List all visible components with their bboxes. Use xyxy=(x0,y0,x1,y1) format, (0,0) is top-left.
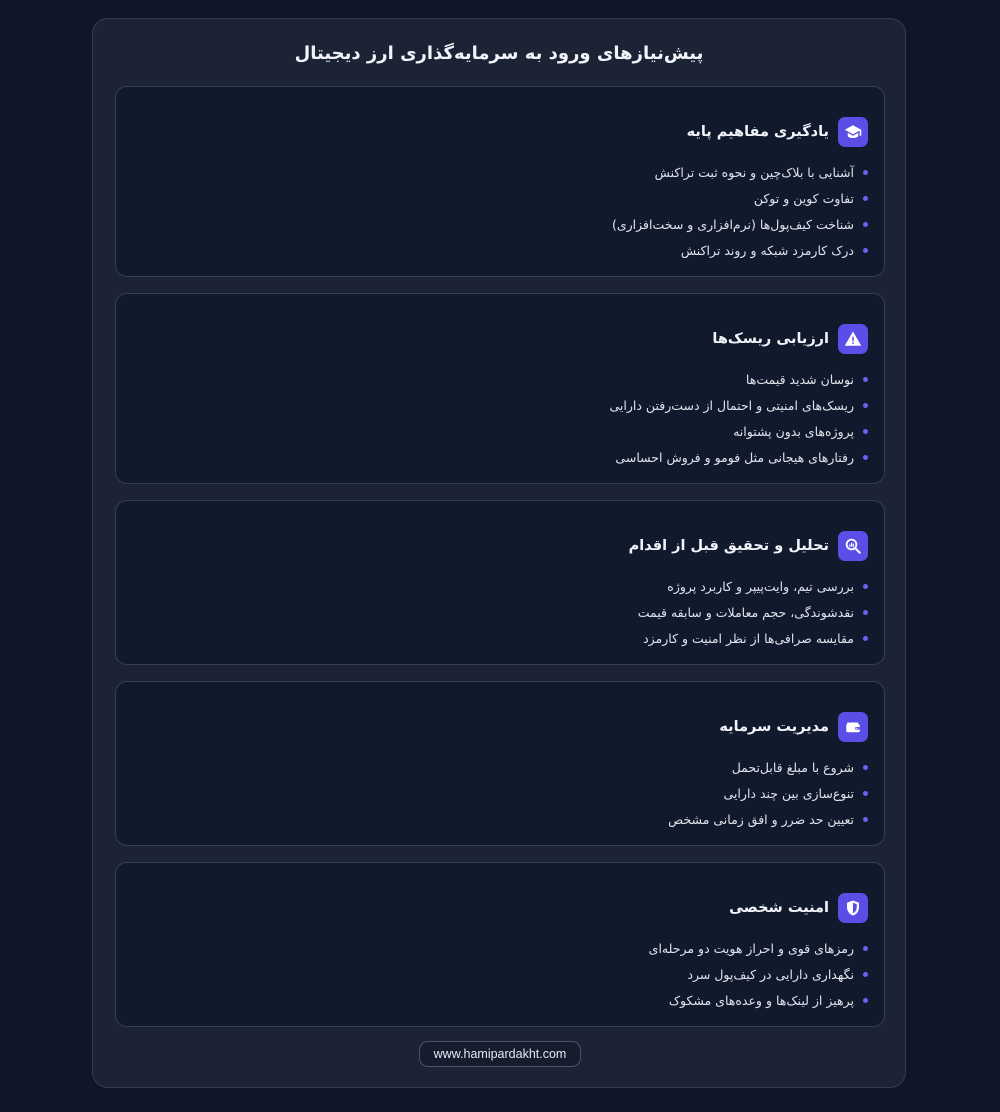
bullet-icon xyxy=(863,170,868,175)
bullet-icon xyxy=(863,222,868,227)
list-item-text: درک کارمزد شبکه و روند تراکنش xyxy=(680,242,854,258)
list-item-text: شناخت کیف‌پول‌ها (نرم‌افزاری و سخت‌افزاری) xyxy=(611,216,854,232)
bullet-icon xyxy=(863,584,868,589)
shield-icon xyxy=(838,893,868,923)
list-item xyxy=(612,211,868,237)
list-item xyxy=(612,159,868,185)
list-item-text: ریسک‌های امنیتی و احتمال از دست‌رفتن دارایی xyxy=(609,397,854,413)
wallet-icon xyxy=(838,712,868,742)
content-panel xyxy=(92,18,906,1088)
section-title: مدیریت سرمایه xyxy=(719,719,829,735)
list-item xyxy=(638,599,868,625)
list-item xyxy=(612,237,868,263)
section-title: تحلیل و تحقیق قبل از اقدام xyxy=(628,538,829,554)
section-card-capital xyxy=(115,681,885,846)
list-item-text: نقدشوندگی، حجم معاملات و سابقه قیمت xyxy=(637,604,854,620)
bullet-icon xyxy=(863,377,868,382)
section-title: امنیت شخصی xyxy=(729,900,829,916)
list-item xyxy=(668,806,868,832)
bullet-icon xyxy=(863,455,868,460)
section-title: یادگیری مفاهیم پایه xyxy=(686,124,829,140)
section-card-basics xyxy=(115,86,885,277)
list-item-text: رفتارهای هیجانی مثل فومو و فروش احساسی xyxy=(615,449,854,465)
list-item-text: پرهیز از لینک‌ها و وعده‌های مشکوک xyxy=(668,992,854,1008)
bullet-icon xyxy=(863,972,868,977)
list-item-text: بررسی تیم، وایت‌پیپر و کاربرد پروژه xyxy=(667,578,854,594)
list-item xyxy=(610,392,868,418)
section-card-research xyxy=(115,500,885,665)
section-card-security xyxy=(115,862,885,1027)
list-item xyxy=(649,987,868,1013)
list-item xyxy=(610,366,868,392)
section-header xyxy=(687,117,868,147)
section-items xyxy=(612,159,868,263)
section-items xyxy=(610,366,868,470)
bullet-icon xyxy=(863,429,868,434)
section-items xyxy=(649,935,868,1013)
bullet-icon xyxy=(863,610,868,615)
bullet-icon xyxy=(863,403,868,408)
list-item-text: نگهداری دارایی در کیف‌پول سرد xyxy=(687,966,854,982)
list-item-text: پروژه‌های بدون پشتوانه xyxy=(733,423,854,439)
list-item-text: تعیین حد ضرر و افق زمانی مشخص xyxy=(668,811,854,827)
list-item xyxy=(612,185,868,211)
graduation-cap-icon xyxy=(838,117,868,147)
bullet-icon xyxy=(863,636,868,641)
warning-triangle-icon xyxy=(838,324,868,354)
list-item xyxy=(610,418,868,444)
section-header xyxy=(729,893,868,923)
bullet-icon xyxy=(863,817,868,822)
sections-list xyxy=(115,86,885,1043)
page-title: پیش‌نیازهای ورود به سرمایه‌گذاری ارز دیجیتال xyxy=(294,43,704,64)
section-items xyxy=(638,573,868,651)
list-item-text: تنوع‌سازی بین چند دارایی xyxy=(723,785,854,801)
list-item-text: رمزهای قوی و احراز هویت دو مرحله‌ای xyxy=(648,940,854,956)
bullet-icon xyxy=(863,791,868,796)
bullet-icon xyxy=(863,248,868,253)
list-item xyxy=(649,935,868,961)
section-card-risks xyxy=(115,293,885,484)
list-item xyxy=(649,961,868,987)
list-item-text: نوسان شدید قیمت‌ها xyxy=(745,371,854,387)
list-item xyxy=(638,625,868,651)
search-chart-icon xyxy=(838,531,868,561)
bullet-icon xyxy=(863,196,868,201)
section-title: ارزیابی ریسک‌ها xyxy=(712,331,829,347)
section-header xyxy=(719,712,868,742)
section-items xyxy=(668,754,868,832)
section-header xyxy=(629,531,868,561)
list-item-text: تفاوت کوین و توکن xyxy=(753,190,854,206)
list-item-text: آشنایی با بلاک‌چین و نحوه ثبت تراکنش xyxy=(654,164,854,180)
list-item xyxy=(668,754,868,780)
bullet-icon xyxy=(863,946,868,951)
list-item-text: مقایسه صرافی‌ها از نظر امنیت و کارمزد xyxy=(643,630,854,646)
website-url-badge[interactable]: www.hamipardakht.com xyxy=(419,1041,581,1067)
list-item xyxy=(668,780,868,806)
section-header xyxy=(712,324,868,354)
list-item-text: شروع با مبلغ قابل‌تحمل xyxy=(731,759,854,775)
list-item xyxy=(610,444,868,470)
list-item xyxy=(638,573,868,599)
bullet-icon xyxy=(863,998,868,1003)
bullet-icon xyxy=(863,765,868,770)
